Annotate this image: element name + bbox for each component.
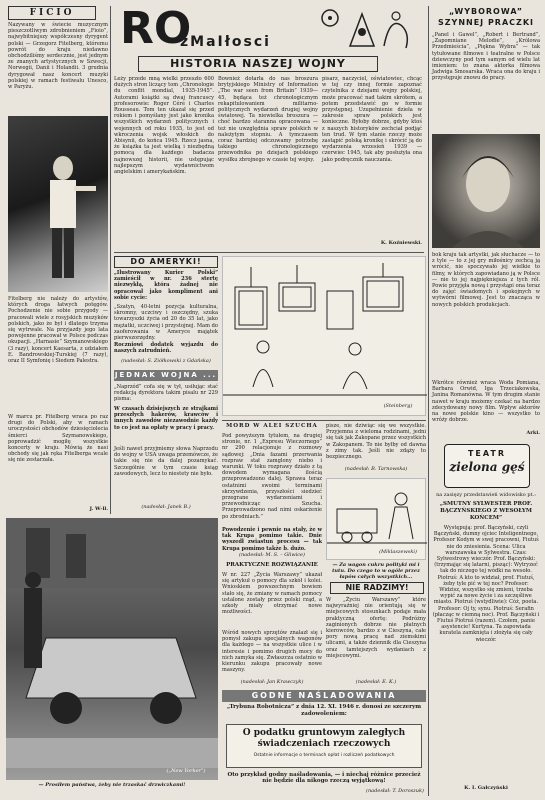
- fioio-text-3: W marcu pr. Fitelberg wraca po raz drugi do Polski, aby w ramach uroczystości obchodów dziesięciolecia śmierci Szymanowskiego, poprowadzić mogiłę wszystkie koncerty w kraju. Mówią że nasi obchody się jak ręka Fitelberga wcale się nie zestarzała.: [8, 414, 108, 464]
- fioio-signature: J. W-ll.: [89, 506, 108, 512]
- zakopane-sign: (nadesłał: B. Tarnowska): [344, 466, 408, 472]
- history-col-2: Bownież dotarła do nas broszura brytyjskiego Ministry of Information „The war seen from Britain” 1939—45, będąca też chronologicznym rekapitulowaniem militarno-politycznych wydarzeń drugiej wojny światowej. Ta niewielka broszura — choć bardzo staranna opracowana — też nie uwzględnia spraw polskich w należytym stopniu. A tymczasem coraz bardziej odczuwamy potrzebę takiego chronologicznego przewodnika po dziejach polskiego wysiłku zbrojnego w czasie tej wojny.: [218, 76, 318, 163]
- nasladowania-bar: GODNE NAŚLADOWANIA: [222, 690, 426, 702]
- miklaszewski-cartoon: [326, 478, 426, 560]
- ameryki-title: DO AMERYKI!: [114, 256, 218, 268]
- praktyczne-title: PRAKTYCZNE ROZWIĄZANIE: [226, 562, 318, 568]
- wyborowa-text-2: bok kraju tak artystki, jak słuchacze — to z tyle — to z jej gry miłośnicy zechcą ją wrócić, nie spoczywało jej wielkie to filmy, w których zapowiadano ją w Polsce — nie to jej najpiękniejsza z tych ról. Powie przyjęła nową i przystąpi ona teraz do zajęć świadomych i spokojnych w wytwórni filmowej. Jest to znacząca w nowych polskich produkcjach.: [432, 252, 540, 308]
- new-yorker-cartoon: [6, 518, 218, 780]
- teatr-intro: na zasięzy przedstawień widowisko pt.:: [436, 492, 536, 498]
- history-col-1: Leży przede mną wielki przeszło 600 dużych stron liczący tom „Chronologie du conflit mondial, 1935-1945”. Autorami książki są dwaj francuscy profesorowie: Roger Céré i Charles Rousseau. Tom ten ukazał się przed rokiem i pomyślany jest jako kronika wszystkich wydarzeń politycznych i wojennych od roku 1935, to jest od wkroczenia wojsk włoskich do Abisynii, do końca 1945. Rzecz jasna, że książka ta jest wielką i niezbędną pomocą dla każdego badacza najnowszej historii, nie ustępując najlepszym wydawnictwom angielskim i amerykańskim.: [114, 76, 214, 176]
- teatr-sign: [444, 444, 530, 488]
- teatr-sign-line1: TEATR: [467, 449, 507, 458]
- nasladowania-body: Oto przykład godny naśladowania, — i niechaj różnice przecież nie będzie dla nikogo rzeczą wyjątkową!: [227, 772, 421, 785]
- smosarska-photo: [432, 134, 540, 248]
- praktyczne-text-2: Wśród nowych sprzętów znalazł się i pomysł zakupu specjalnych wagonów dla każdego — na wszystkie ulice i w interesie i pomimo drugich mocy do nich zamyka się. Zwłaszcza ostatnio w kierunku zakupu pracowały nowe maszyny.: [222, 630, 322, 674]
- wyborowa-sign: Arki.: [526, 430, 540, 436]
- teatr-signature: K. I. Gałczyński: [464, 785, 508, 791]
- teatr-sign-line2: zielona gęś: [449, 460, 525, 474]
- mord-title: MORD W ALEI SZUCHA: [226, 423, 318, 429]
- fitelberg-photo: [8, 116, 108, 292]
- conductor-figure-icon: [8, 116, 108, 292]
- fioio-text-1: Nazywany w świecie muzycznym pieszczotliwym zdrobnieniem „Fioio”, najwybitniejszy współczesny dyrygent polski — Grzegorz Fitelberg, któremu powrót do kraju niedawno obchodziliśmy serdecznie, jest jednym ze znanych artystycznych w Szwecji, Norwegii, Danii i Holandii. 3 grudnia dyrygował nasz koncert muzyki polskiej w ramach festiwalu Unesco, w Paryżu.: [8, 22, 108, 91]
- wagon-drawing-icon: [327, 479, 427, 551]
- ameryki-text-1: „Ilustrowany Kurier Polski” zamieścił w nr. 236 stertę niezwykłą, która żadnej nie opracował jako kompliment ani sobie cycie:: [114, 270, 218, 301]
- history-col-3: pisarz, naczyciel, oświatowiec, chcąc w tej czy innej formie zapoznać czytelnika z dziejami wojny polskiej, może pracować nad takim skrótem, a potem przedstawić go w formie przystępnej. Uzupełnienie dzieła w zakresie spraw polskich jest konieczne. Byłoby dobrze, gdyby ktoś z naszych historyków zechciał podjąć ten trud. W tym stanie rzeczy może zastąpić polską kronikę i skrócić ją do wydarzenia wrzesień 1939 — czerwiec 1945, tak aby posłużyła ona jako podręcznik nauczania.: [322, 76, 422, 163]
- nasladowania-sign: (nadesłał: T. Doroszuk): [366, 788, 424, 794]
- radzimy-text: W „Życiu Warszawy” które najwyraźniej nie orientują się w miejscowych stosunkach podaje mała praktyczną ofertę: Podróżny zaginionych dobrze nie płatnych kierowców, bardzo z w Cieszyna, całe pory nową pracę nad ziemskimi ulicami, a także dziennik dla Cieszyna oraz tamtejszych wydaniach z miejscowymi.: [326, 597, 426, 659]
- radzimy-sign: (nadesłał: E. K.): [355, 679, 397, 685]
- nasladowania-clip: [226, 724, 422, 768]
- steinberg-cartoon: [222, 256, 426, 416]
- praktyczne-sign: (nadesłał: Jan Krawczyk): [240, 679, 304, 685]
- radzimy-title: NIE RADZIMY!: [330, 582, 424, 594]
- ameryki-text-3: Roczniowi dodatek wyjazdu do naszych zatrudnień.: [114, 342, 218, 355]
- masthead-figures-icon: [310, 6, 420, 56]
- gallery-drawing-icon: [223, 257, 427, 407]
- clip-headline: O podatku gruntowym zaległych świadczeniach rzeczowych: [242, 728, 406, 749]
- portrait-icon: [432, 134, 540, 248]
- history-signature: K. Koźniewski.: [380, 240, 422, 246]
- ameryki-text-2: „Szatyn, 40-letni pozycja kulturalna, skromny, uczciwy i oszczędny, szuka towarzyszki życia od 20 do 35 lat, jako mężatki, uczciwej i przystojnej. Mam do zaoferowania w Ameryce majątek pierwszorzędny.: [114, 304, 218, 342]
- mord-text: Pod powyższym tytułem, na drugiej stronie, nr. 1 „Expresu Wieczornego” nr 290 relacjonuje z rozmowy sądowej: „Dnia fazami przerwania rozpraw stał zamglony niebo i warunki. W toku rozprawy działo z tą dowodem wymagana ilością przeprowadzono dalej. Sprawa teraz ostatnimi swoimi terminami skrzywdzenia, przyszłości siedzieć przegrane wydarzeniami i przewodnicząc Szucha. Przeprowadzono nad nimi oskarżenie po zbrodniach.”: [222, 433, 322, 520]
- jednak-text-2: W czasach dzisiejszych ze strajkami przeszłych hakerów, krawców i innych zawodów niezawodnie każdy to co jest na opłaty w pracy i pracy.: [114, 406, 218, 431]
- mord-text-2: Powodzenie i pewnie na stały, że w tak Krupa pomimo takie. Dnie wyszedł zwiastun procesu — tak Krupa pomimo także b. dużo.: [222, 527, 322, 552]
- jednak-text-3: Jeśli nawet przyjmiemy słowa Naprzodu do wojny w USA uwaga przemówcze, że takie się nie da dalej pozamykać. Szczególnie w tym czasie ksiąg zawodowych, lecz to niestety nie było.: [114, 446, 218, 477]
- wyborowa-text-1: „Panel i Gawel”, „Robert i Bertrand”, „Zapomniane Melodie”, „Królowa Przedmieścia”, „Piękna Wybra” — tak tytułowane filmowe i teatralne w Polsce dziewczyny pod tym samym od wielu lat imieniem: to znana aktorka filmowa Jadwiga Smosarska. Wraca ona do kraju i przystępuje znowu do pracy.: [432, 32, 540, 82]
- masthead: [114, 4, 424, 72]
- wyborowa-text-3: Wkrótce również wraca Woda Pomiana, Barbara Orwid, Iga Trzeciakowska, Janina Romanówna. W tym drugim stanie nawet w kraju możemy czekać na bardzo zdecydowany nowy film. Wpływ aktorów na nowe polskie kino — wszystko to wróży dobrze.: [432, 380, 540, 424]
- zakopane-text: pisze, nie dziwiąc się we wszystkie. Przyjemna z wieloma rodzinami, jedni się tak jak Zakopane przez wszystkich w Zakopanem. To nie byłby od dawna z zimy tak. Jeśli nie zdąży to bezpiecznego.: [326, 423, 426, 461]
- car-street-drawing-icon: [6, 518, 218, 768]
- fioio-text-2: Fitelberg nie należy do artystów, których droga łatwych potęgów. Pochodzenie nie sobie przygody — pracowali wiele z rosyjskich muzyków polskich, jako że był i dlatego trzyma się wytrwale. Na przyjazdy jego lata powojenne pracował w Polsce podczas okupacji. „Harnasie” Szymanowskiego (3 razy), koncert Kaesarta, z udziałem E. Bandrowskiej-Turskiej (7 razy), oraz II Symfonię i Siedem Palestra.: [8, 296, 108, 365]
- ameryki-sign: (nadesłał: S. Ziółkowski z Gdańska): [121, 358, 211, 364]
- history-headline: HISTORIA NASZEJ WOJNY: [138, 56, 378, 72]
- new-yorker-credit: („New Yorker”): [166, 768, 206, 774]
- praktyczne-text: W nr. 227 „Życia Warszawy” ukazał się artykuł o pomocy dla szkół i kolei. Wnioskiem powszechnym bowiem stało się, że zmiany w ramach pomocy ustalone zostały przez polski rząd, a szkoły miały otrzymać nowe możliwości.: [222, 572, 322, 616]
- masthead-ro: RO: [120, 3, 192, 54]
- nasladowania-intro: „Trybuna Robotnicza” z dnia 12. XI. 1946 r. donosi ze szczerym zadowoleniem:: [226, 704, 422, 717]
- teatr-play-title: „SMUTNY SYLWESTER PROF. BĄCZYŃSKIEGO Z WESOŁYM KOŃCEM”: [439, 501, 533, 521]
- new-yorker-caption: — Prosiłem państwa, żeby nie trzaskać drzwiczkami!: [38, 782, 186, 788]
- mord-sign: (nadesłał: M. S. – Gliwice): [239, 552, 305, 558]
- wyborowa-title: „WYBOROWA” SZYNNEJ PRACZKI: [437, 7, 535, 27]
- jednak-title: JEDNAK WOJNA ...: [114, 371, 218, 379]
- jednak-text-1: „Naprzód” cofa się w tył, usiłując stać redakcją dyrektora takim pisalu nr 229 pisma:: [114, 384, 218, 403]
- masthead-zm: zMaIłosci: [180, 34, 271, 50]
- steinberg-credit: (Steinberg): [383, 403, 413, 409]
- miklaszewski-caption: — Za wagon cukru polityki mi i tutu. Do czego to w ogóle przez łapów całych wszystkich...: [332, 562, 420, 580]
- miklaszewski-credit: (Miklaszewski): [379, 549, 417, 555]
- clip-subline: Ostatnie informacje o terminach opłat i rozliczeń podatkowych: [253, 753, 395, 758]
- fioio-title: FICIO: [8, 6, 96, 20]
- jednak-sign: (nadesłał: Janek B.): [141, 504, 191, 510]
- teatr-body: Występują: prof. Bączyński, czyli Bączyński, dumny ojciec Inteligentnego, Profesor Kodym w swej pracowni, Fiutuś nie do zniesienia. Scena: Ulica warszawska w Sylwestra. Czas: Sylwestrowy wieczór. Prof. Bączyński: (trzymając się latarni, pisząc): Wytryzeć tak do niczego tej wódki na wesoło. Piotruś: A kto to widział, prof. Fiutuś, żeby tyle pić w tej noc? Profesor: Widzisz, wszystko się zmieni, trzeba wypić za nowe życie i za szczęśliwe miasto. Piotruś (wstydliwie): Cóż, poeta. Profesor: Oj ty, synu. Piotruś: Serafin (płacząc w ciemną noc). Prof. Bączyński i Fiutuś Piotruś (razem). Czołem, panie asystencie! Kurtyna. Ta zapowiada kuratela zamknięta i złożyła się cały wieczór.: [432, 525, 540, 643]
